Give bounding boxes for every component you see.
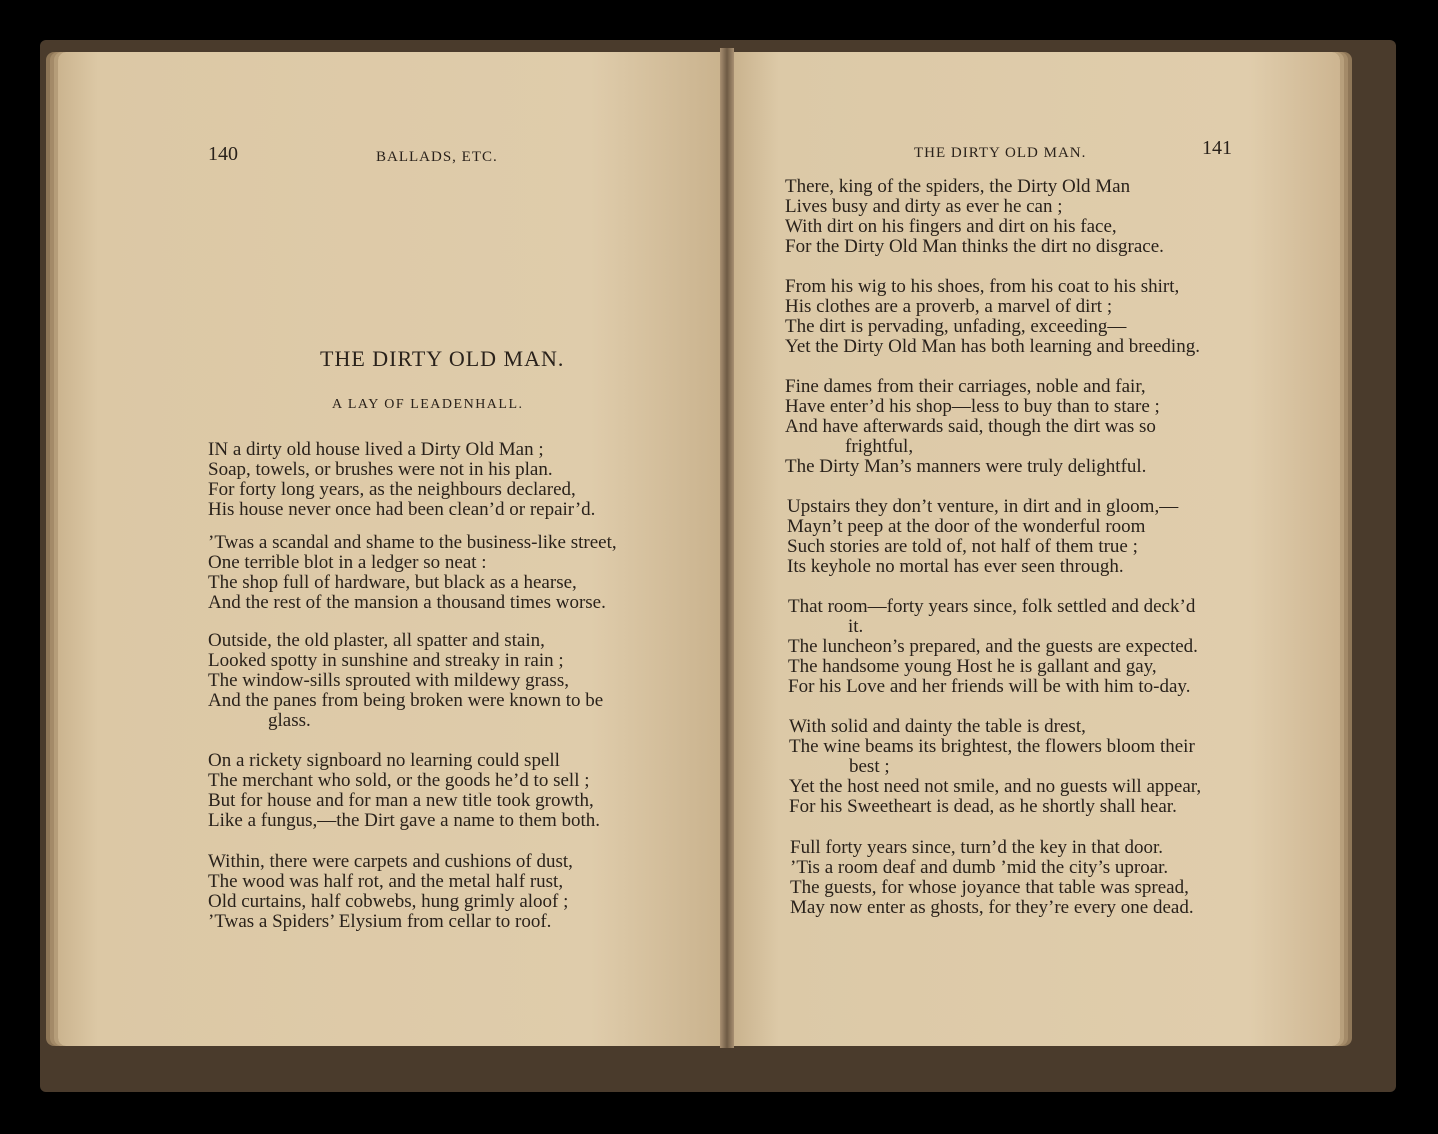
left-stanza-2	[208, 533, 617, 613]
verse-line: The guests, for whose joyance that table was spread,	[790, 877, 1189, 898]
verse-line: May now enter as ghosts, for they’re every one dead.	[790, 897, 1194, 918]
verse-line: The wine beams its brightest, the flowers bloom their	[789, 736, 1195, 757]
verse-line-continuation: glass.	[268, 710, 311, 731]
right-stanza-3	[785, 377, 1160, 477]
book-gutter	[720, 48, 734, 1048]
verse-line: The Dirty Man’s manners were truly delightful.	[785, 456, 1147, 477]
verse-line: For his Sweetheart is dead, as he shortly shall hear.	[789, 796, 1177, 817]
verse-line: That room—forty years since, folk settled and deck’d	[788, 596, 1196, 617]
right-stanza-1	[785, 177, 1164, 257]
drop-initial: IN	[208, 439, 229, 460]
right-stanza-4	[787, 497, 1178, 577]
left-running-header: BALLADS, ETC.	[376, 149, 498, 165]
left-stanza-4	[208, 751, 600, 831]
verse-line: There, king of the spiders, the Dirty Old Man	[785, 176, 1131, 197]
poem-title: THE DIRTY OLD MAN.	[320, 346, 565, 371]
verse-line: Upstairs they don’t venture, in dirt and in gloom,—	[787, 496, 1179, 517]
verse-line: Old curtains, half cobwebs, hung grimly aloof ;	[208, 891, 569, 912]
verse-line: Full forty years since, turn’d the key in that door.	[790, 837, 1164, 858]
left-stanza-1	[208, 440, 595, 520]
verse-line: Have enter’d his shop—less to buy than to stare ;	[785, 396, 1160, 417]
verse-line: With dirt on his fingers and dirt on his face,	[785, 216, 1117, 237]
right-stanza-5	[788, 597, 1198, 697]
verse-line: Its keyhole no mortal has ever seen through.	[787, 556, 1124, 577]
verse-text: a dirty old house lived a Dirty Old Man ;	[232, 439, 544, 460]
verse-line: One terrible blot in a ledger so neat :	[208, 552, 487, 573]
verse-line: And the panes from being broken were known to be	[208, 690, 604, 711]
verse-line: With solid and dainty the table is drest,	[789, 716, 1086, 737]
verse-line: His house never once had been clean’d or repair’d.	[208, 499, 596, 520]
verse-line-continuation: it.	[848, 616, 864, 637]
verse-line: His clothes are a proverb, a marvel of dirt ;	[785, 296, 1113, 317]
verse-line: Like a fungus,—the Dirt gave a name to them both.	[208, 810, 601, 831]
verse-line: For his Love and her friends will be with him to-day.	[788, 676, 1191, 697]
verse-line: Yet the Dirty Old Man has both learning and breeding.	[785, 336, 1200, 357]
verse-line: Soap, towels, or brushes were not in his plan.	[208, 459, 553, 480]
left-stanza-3	[208, 631, 603, 731]
verse-line: Within, there were carpets and cushions of dust,	[208, 851, 573, 872]
verse-line: Such stories are told of, not half of them true ;	[787, 536, 1138, 557]
verse-line: The luncheon’s prepared, and the guests are expected.	[788, 636, 1198, 657]
verse-line: Yet the host need not smile, and no guests will appear,	[789, 776, 1202, 797]
left-stanza-5	[208, 852, 573, 932]
right-stanza-6	[789, 717, 1201, 817]
verse-line-continuation: frightful,	[845, 436, 914, 457]
verse-line: ’Tis a room deaf and dumb ’mid the city’s uproar.	[790, 857, 1169, 878]
poem-subtitle: A LAY OF LEADENHALL.	[332, 397, 524, 412]
verse-line: Lives busy and dirty as ever he can ;	[785, 196, 1063, 217]
verse-line: The handsome young Host he is gallant and gay,	[788, 656, 1157, 677]
verse-line-continuation: best ;	[849, 756, 890, 777]
verse-line: From his wig to his shoes, from his coat to his shirt,	[785, 276, 1180, 297]
verse-line: Outside, the old plaster, all spatter and stain,	[208, 630, 545, 651]
verse-line: Mayn’t peep at the door of the wonderful room	[787, 516, 1146, 537]
right-stanza-2	[785, 277, 1200, 357]
verse-line: ’Twas a Spiders’ Elysium from cellar to roof.	[208, 911, 552, 932]
verse-line: The wood was half rot, and the metal half rust,	[208, 871, 564, 892]
verse-line	[208, 440, 595, 460]
verse-line: For the Dirty Old Man thinks the dirt no disgrace.	[785, 236, 1164, 257]
verse-line: On a rickety signboard no learning could spell	[208, 750, 560, 771]
verse-line: Fine dames from their carriages, noble and fair,	[785, 376, 1146, 397]
verse-line: And have afterwards said, though the dirt was so	[785, 416, 1156, 437]
left-page-number: 140	[208, 143, 238, 165]
right-page-number: 141	[1202, 137, 1232, 159]
verse-line: And the rest of the mansion a thousand times worse.	[208, 592, 606, 613]
verse-line: ’Twas a scandal and shame to the business-like street,	[208, 532, 617, 553]
verse-line: The shop full of hardware, but black as a hearse,	[208, 572, 577, 593]
verse-line: The merchant who sold, or the goods he’d to sell ;	[208, 770, 590, 791]
verse-line: The dirt is pervading, unfading, exceeding—	[785, 316, 1127, 337]
right-running-header: THE DIRTY OLD MAN.	[914, 145, 1087, 161]
verse-line: Looked spotty in sunshine and streaky in rain ;	[208, 650, 564, 671]
verse-line: But for house and for man a new title took growth,	[208, 790, 594, 811]
verse-line: The window-sills sprouted with mildewy grass,	[208, 670, 569, 691]
right-stanza-7	[790, 838, 1194, 918]
verse-line: For forty long years, as the neighbours declared,	[208, 479, 576, 500]
